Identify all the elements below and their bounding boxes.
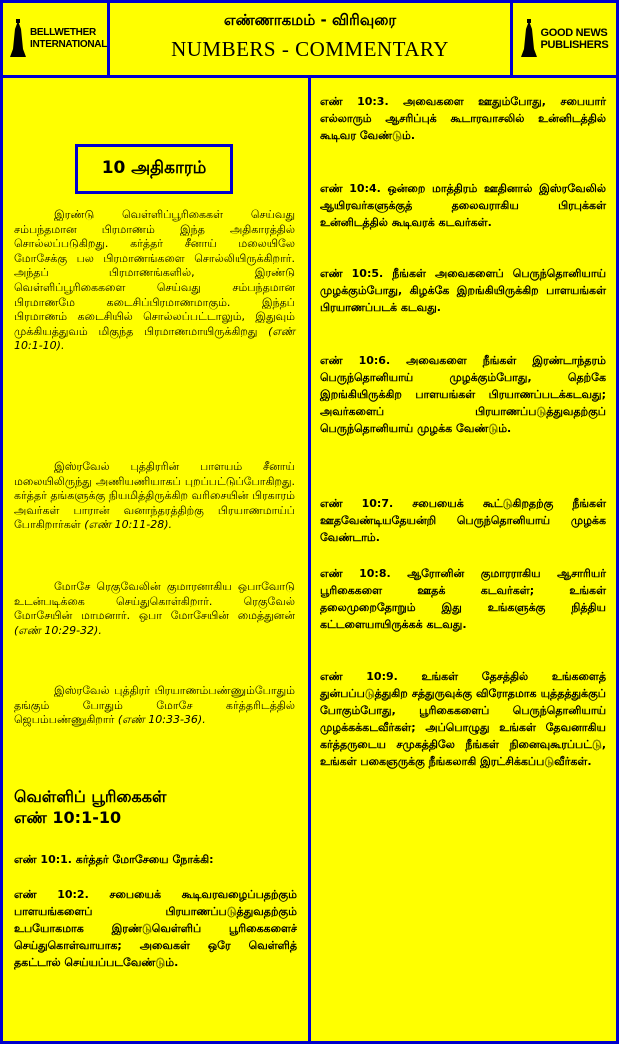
chapter-title: 10 அதிகாரம் — [75, 144, 233, 194]
verse-10-3: எண் 10:3. அவைகளை ஊதும்போது, சபையார் எல்லாரும் ஆசரிப்புக் கூடாரவாசலில் உன்னிடத்தில் கூடிவர வேண்டும். — [320, 95, 606, 142]
page-title-english: NUMBERS - COMMENTARY — [171, 37, 449, 61]
right-logo-box — [510, 0, 619, 78]
section-heading: வெள்ளிப் பூரிகைகள் எண் 10:1-10 — [14, 787, 167, 827]
verse-10-5: எண் 10:5. நீங்கள் அவைகளைப் பெருந்தொனியாய் முழக்கும்போது, கிழக்கே இறங்கியிருக்கிற பாளயங்கள் பிரயாணப்படக் கடவது. — [320, 267, 606, 314]
verse-10-9: எண் 10:9. உங்கள் தேசத்தில் உங்களைத் துன்பப்படுத்துகிற சத்துருவுக்கு விரோதமாக யுத்தத்துக்குப் போகும்போது, பூரிகைகளைப் பெருந்தொனியாய் முழக்கக்கடவீர்கள்; அப்பொழுது உங்கள் தேவனாகிய கர்த்தருடைய சமுகத்திலே நீங்கள் நினைவுகூரப்பட்டு, உங்கள் பகைஞருக்கு நீங்கலாகி இரட்சிக்கப்படுவீர்கள். — [320, 670, 606, 768]
intro-paragraph-1: இரண்டு வெள்ளிப்பூரிகைகள் செய்வது சம்பந்தமான பிரமாணம் இந்த அதிகாரத்தில் சொல்லப்படுகிறது. கர்த்தர் சீனாய் மலையிலே மோசேக்கு பல பிரமாணங்களை சொல்லியிருக்கிறார். அந்தப் பிரமாணங்களில், இரண்டு வெள்ளிப்பூரிகைகளை செய்வது சம்பந்தமான பிரமாணமே கடைசிப்பிரமாணமாகும். இந்தப் பிரமாணம் கடைசியில் சொல்லப்பட்டாலும், இதுவும் முக்கியத்துவம் மிகுந்த பிரமாணமாயிருக்கிறது (எண் 10:1-10). — [14, 208, 295, 353]
verse-10-7: எண் 10:7. சபையைக் கூட்டுகிறதற்கு நீங்கள் ஊதவேண்டியதேயன்றி பெருந்தொனியாய் முழக்க வேண்டாம். — [320, 497, 606, 544]
good-news-logo-icon — [521, 19, 537, 59]
verse-10-4: எண் 10:4. ஒன்றை மாத்திரம் ஊதினால் இஸ்ரவேலில் ஆயிரவர்களுக்குத் தலைவராகிய பிரபுக்கள் உன்னிடத்தில் கூடிவரக் கடவர்கள். — [320, 182, 606, 229]
scripture-reference: (எண் 10:29-32). — [14, 623, 102, 637]
scripture-reference: (எண் 10:11-28). — [84, 518, 173, 532]
header-title-box — [107, 0, 513, 78]
verse-10-2: எண் 10:2. சபையைக் கூடிவரவழைப்பதற்கும் பாளயங்களைப் பிரயாணப்படுத்துவதற்கும் உபயோகமாக இரண்டுவெள்ளிப் பூரிகைகளைச் செய்துகொள்வாயாக; அவைகள் ஒரே வெள்ளித் தகட்டால் செய்யப்படவேண்டும். — [14, 888, 297, 969]
right-logo-text: GOOD NEWS PUBLISHERS — [540, 27, 609, 51]
intro-paragraph-3: மோசே ரெகுவேலின் குமாரனாகிய ஒபாவோடு உடன்படிக்கை செய்துகொள்கிறார். ரெகுவேல் மோசேயின் மாமனார். ஒபா மோசேயின் மைத்துனன் (எண் 10:29-32). — [14, 580, 295, 637]
verse-10-6: எண் 10:6. அவைகளை நீங்கள் இரண்டாந்தரம் பெருந்தொனியாய் முழக்கும்போது, தெற்கே இறங்கியிருக்கிற பாளயங்கள் பிரயாணப்படக்கடவது; அவர்களைப் பிரயாணப்படுத்துவதற்குப் பெருந்தொனியாய் முழக்க வேண்டும். — [320, 354, 606, 435]
verse-10-8: எண் 10:8. ஆரோனின் குமாரராகிய ஆசாரியர் பூரிகைகளை ஊதக் கடவர்கள்; உங்கள் தலைமுறைதோறும் இது உங்களுக்கு நித்திய கட்டளையாயிருக்கக் கடவது. — [320, 567, 606, 631]
scripture-reference: (எண் 10:33-36). — [117, 713, 206, 727]
bellwether-logo-icon — [10, 19, 26, 59]
verse-10-1: எண் 10:1. கர்த்தர் மோசேயை நோக்கி: — [14, 853, 214, 866]
left-logo-text: BELLWETHER INTERNATIONAL — [30, 27, 108, 50]
intro-paragraph-2: இஸ்ரவேல் புத்திரரின் பாளயம் சீனாய் மலையிலிருந்து அணியணியாகப் புறப்பட்டுப்போகிறது. கர்த்தர் தங்களுக்கு நியமித்திருக்கிற வரிசையின் பிரகாரம் அவர்கள் பாரான் வனாந்தரத்திற்கு பிரயாணமாய்ப் போகிறார்கள் (எண் 10:11-28). — [14, 460, 295, 532]
page-title-tamil: எண்ணாகமம் - விரிவுரை — [223, 11, 397, 29]
scripture-reference: (எண் 10:1-10). — [14, 324, 295, 353]
intro-paragraph-4: இஸ்ரவேல் புத்திரர் பிரயாணம்பண்ணும்போதும் தங்கும் போதும் மோசே கர்த்தரிடத்தில் ஜெபம்பண்ணுகிறார் (எண் 10:33-36). — [14, 684, 295, 727]
left-logo-box — [0, 0, 110, 78]
